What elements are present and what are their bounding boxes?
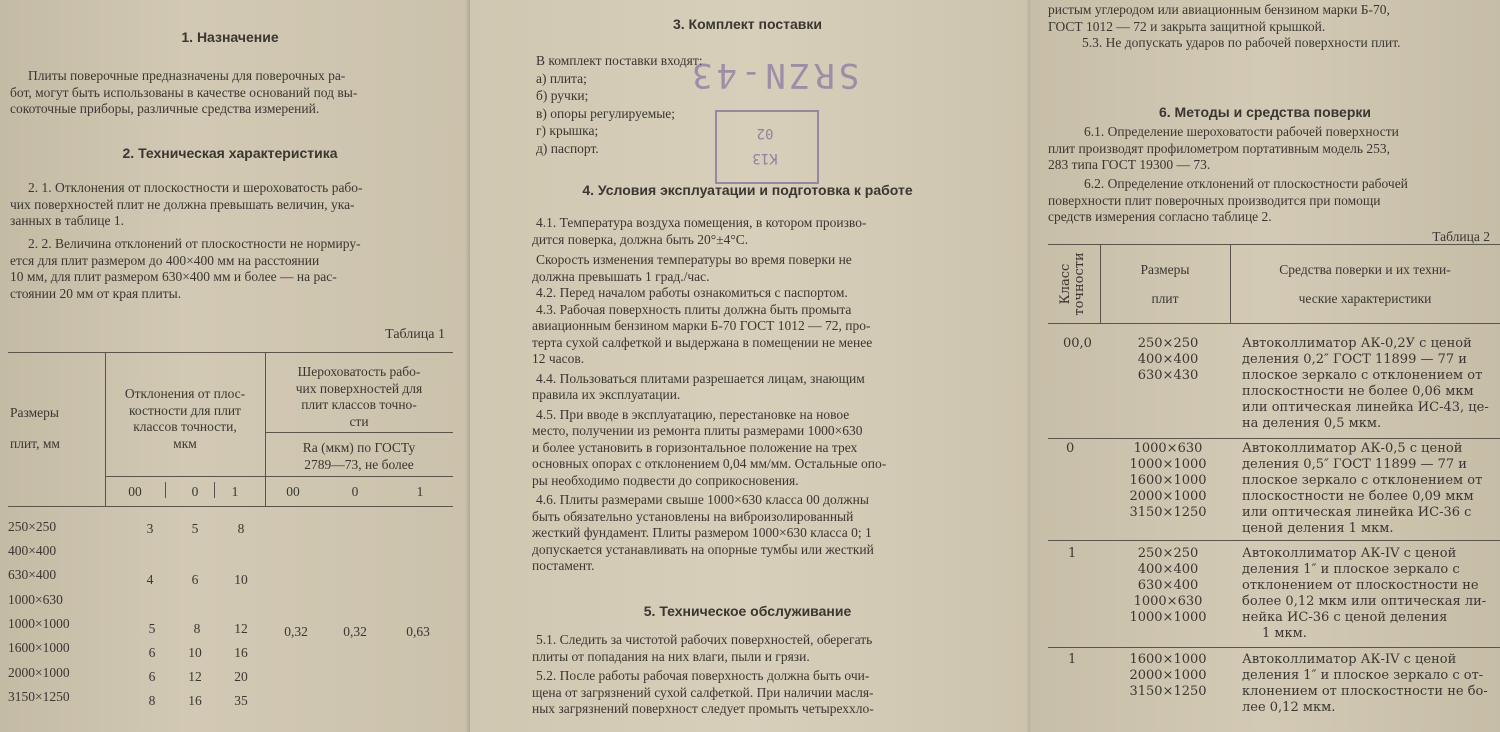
- size-250x250: 250×250: [8, 519, 57, 534]
- dev-r2-c3: 10: [234, 572, 248, 587]
- paragraph-4-1: 4.1. Температура воздуха помещения, в котором произво- дится поверка, должна быть 20°±4°С. Скорость изменения температуры во время поверки не должна превышать 1 град./час. 4.2. Перед началом работы ознакомиться с паспортом. 4.3. Рабочая поверхность плиты должна быть промыта авиационным бензином марки Б-70 ГОСТ 1012 — 72, про- терта сухой салфеткой и выдержана в помещении не менее 12 часов. 4.4. Пользоваться плитами разрешается лицам, знающим правила их эксплуатации. 4.5. При вводе в эксплуатацию, перестановке на новое место, получении из ремонта плиты размерами 1000×630 и более установить в горизонтальное положение на трех основных опорах с отклонением 0,04 мм/мм. Остальные опо- ры необходимо подвести до соприкосновения. 4.6. Плиты размерами свыше 1000×630 класса 00 должны быть обязательно установлены на виброизолированный жесткий фундамент. Плиты размером 1000×630 класса 0; 1 допускается устанавливать на опорные тумбы или жесткий постамент.: [532, 215, 887, 573]
- dev-r6-c3: 35: [234, 693, 248, 708]
- size-630x400: 630×400: [8, 567, 57, 582]
- paragraph-6-1: 6.1. Определение шероховатости рабочей поверхности плит производят профилометром портативным модель 253, 283 типа ГОСТ 19300 — 73.: [1048, 124, 1399, 172]
- row-3-class: 1: [1068, 546, 1077, 561]
- row-1-class: 00,0: [1063, 336, 1092, 351]
- row-4-class: 1: [1068, 652, 1077, 667]
- row-2-sizes: 1000×630 1000×1000 1600×1000 2000×1000 3150×1250: [1129, 441, 1207, 520]
- dev-r5-c1: 6: [148, 669, 156, 684]
- delivery-item: д) паспорт.: [536, 140, 599, 156]
- dev-r3-c2: 8: [193, 621, 201, 636]
- dev-r6-c2: 16: [188, 693, 202, 708]
- section-5-title: 5. Техническое обслуживание: [643, 603, 852, 619]
- dev-r3-c1: 5: [148, 621, 156, 636]
- row-3-means: Автоколлиматор АК-IV с ценой деления 1″ и плоское зеркало с отклонением от плоскостности не более 0,12 мкм или оптическая ли- нейка ИС-36 с ценой деления 1 мкм.: [1242, 546, 1487, 641]
- class-0: 0: [191, 484, 199, 499]
- delivery-item: а) плита;: [536, 70, 587, 86]
- paragraph-6-2: 6.2. Определение отклонений от плоскостности рабочей поверхности плит поверочных производится при помощи средств измерения согласно таблице 2.: [1048, 176, 1408, 224]
- dev-r1-c1: 3: [146, 521, 154, 536]
- right-page: [1030, 0, 1500, 732]
- table-1-caption: Таблица 1: [385, 327, 445, 342]
- row-4-means: Автоколлиматор АК-IV с ценой деления 1″ и плоское зеркало с от- клонением от плоскостности не бо- лее 0,12 мкм.: [1242, 652, 1488, 715]
- dev-r2-c2: 6: [191, 572, 199, 587]
- left-page: [0, 0, 470, 732]
- size-2000x1000: 2000×1000: [8, 665, 70, 680]
- section-4-title: 4. Условия эксплуатации и подготовка к работе: [582, 182, 913, 198]
- dev-r5-c2: 12: [188, 669, 202, 684]
- table-1-header-size: Размеры плит, мм: [10, 405, 60, 451]
- row-2-class: 0: [1066, 441, 1075, 456]
- class-00: 00: [128, 484, 142, 499]
- table-2-header-class: Класс точности: [1058, 252, 1087, 316]
- dev-r4-c2: 10: [188, 645, 202, 660]
- section-1-title: 1. Назначение: [181, 29, 279, 45]
- dev-r4-c1: 6: [148, 645, 156, 660]
- delivery-item: в) опоры регулируемые;: [536, 105, 676, 121]
- row-2-means: Автоколлиматор АК-0,5 с ценой деления 0,5″ ГОСТ 11899 — 77 и плоское зеркало с отклонением от плоскостности не более 0,09 мкм или оптическая линейка ИС-36 с ценой деления 1 мкм.: [1242, 441, 1483, 536]
- dev-r5-c3: 20: [234, 669, 248, 684]
- row-1-sizes: 250×250 400×400 630×430: [1137, 336, 1199, 383]
- paragraph-2-1: 2. 1. Отклонения от плоскостности и шероховатость рабо- чих поверхностей плит не должна превышать величин, ука- занных в таблице 1.: [10, 180, 363, 228]
- ra-class-0: 0,32: [343, 624, 367, 639]
- table-1-header-deviation: Отклонения от плос- костности для плит классов точности, мкм: [124, 386, 246, 451]
- table-2-caption: Таблица 2: [1432, 229, 1490, 244]
- delivery-intro: В комплект поставки входят:: [536, 53, 703, 68]
- size-1000x1000: 1000×1000: [8, 616, 70, 631]
- table-2-header-sizes: Размеры плит: [1140, 262, 1190, 306]
- dev-r1-c2: 5: [191, 521, 199, 536]
- size-400x400: 400×400: [8, 543, 57, 558]
- dev-r4-c3: 16: [234, 645, 248, 660]
- class-0-ra: 0: [351, 484, 359, 499]
- section-2-title: 2. Техническая характеристика: [122, 145, 338, 161]
- middle-page: 3. Комплект поставки В комплект поставки входят: а) плита; б) ручки; в) опоры регулируемые; г) крышка; д) паспорт. SRZN-43 02 К13 4. Условия эксплуатации и подготовка к работе 4.1. Температура воздуха помещения, в котором произво- дится поверка, должна быть 20°±4°С. Скорость изменения температуры во время поверки не должна превышать 1 град./час. 4.2. Перед началом работы ознакомиться с паспортом. 4.3. Рабочая поверхность плиты должна быть промыта авиационным бензином марки Б-70 ГОСТ 1012 — 72, про- терта сухой салфеткой и выдержана в помещении не менее 12 часов. 4.4. Пользоваться плитами разрешается лицам, знающим правила их эксплуатации. 4.5. При вводе в эксплуатацию, перестановке на новое место, получении из ремонта плиты размерами 1000×630 и более установить в горизонтальное положение на трех основных опорах с отклонением 0,04 мм/мм. Остальные опо- ры необходимо подвести до соприкосновения. 4.6. Плиты размерами свыше 1000×630 класса 00 должны быть обязательно установлены на виброизолированный жесткий фундамент. Плиты размером 1000×630 класса 0; 1 допускается устанавливать на опорные тумбы или жесткий постамент. 5. Техническое обслуживание 5.1. Следить за чистотой рабочих поверхностей, оберегать плиты от попадания на них влаги, пыли и грязи. 5.2. После работы рабочая поверхность должна быть очи- щена от загрязнений сухой салфеткой. При наличии масля- ных загрязнений поверхност следует промыть четыреххло-: [470, 0, 1030, 732]
- row-1-means: Автоколлиматор АК-0,2У с ценой деления 0,2″ ГОСТ 11899 — 77 и плоское зеркало с отклонением от плоскостности не более 0,06 мкм или оптическая линейка ИС-43, це- на деления 0,5 мкм.: [1242, 336, 1489, 431]
- table-1-header-roughness: Шероховатость рабо- чих поверхностей для плит классов точно- сти: [295, 364, 423, 429]
- delivery-item: г) крышка;: [536, 123, 599, 138]
- dev-r1-c3: 8: [237, 521, 245, 536]
- delivery-item: б) ручки;: [536, 88, 589, 103]
- section-3-title: 3. Комплект поставки: [672, 16, 822, 32]
- dev-r6-c1: 8: [148, 693, 156, 708]
- row-3-sizes: 250×250 400×400 630×400 1000×630 1000×1000: [1129, 546, 1207, 625]
- section-6-title: 6. Методы и средства поверки: [1158, 104, 1372, 120]
- continued-text: ристым углеродом или авиационным бензином марки Б-70, ГОСТ 1012 — 72 и закрыта защитной крышкой. 5.3. Не допускать ударов по рабочей поверхности плит.: [1048, 2, 1401, 50]
- size-1600x1000: 1600×1000: [8, 640, 70, 655]
- size-1000x630: 1000×630: [8, 592, 63, 607]
- row-4-sizes: 1600×1000 2000×1000 3150×1250: [1129, 652, 1207, 699]
- table-1-header-ra: Ra (мкм) по ГОСТу 2789—73, не более: [302, 440, 416, 472]
- class-00-ra: 00: [286, 484, 300, 499]
- dev-r3-c3: 12: [234, 621, 248, 636]
- ra-class-1: 0,63: [406, 624, 430, 639]
- ra-class-00: 0,32: [284, 624, 308, 639]
- paragraph-5: 5.1. Следить за чистотой рабочих поверхностей, оберегать плиты от попадания на них влаги, пыли и грязи. 5.2. После работы рабочая поверхность должна быть очи- щена от загрязнений сухой салфеткой. При наличии масля- ных загрязнений поверхност следует промыть четыреххло-: [532, 632, 874, 716]
- class-1: 1: [231, 484, 239, 499]
- paragraph-2-2: 2. 2. Величина отклонений от плоскостности не нормиру- ется для плит размером до 400×400 мм на расстоянии 10 мм, для плит размером 630×400 мм и более — на рас- стоянии 20 мм от края плиты.: [10, 236, 361, 301]
- section-1-text: Плиты поверочные предназначены для поверочных ра- бот, могут быть использованы в качестве оснований под вы- сокоточные приборы, различные средства измерений.: [10, 68, 358, 116]
- dev-r2-c1: 4: [146, 572, 154, 587]
- table-2-header-means: Средства поверки и их техни- ческие характеристики: [1279, 262, 1451, 306]
- size-3150x1250: 3150×1250: [8, 689, 70, 704]
- class-1-ra: 1: [416, 484, 424, 499]
